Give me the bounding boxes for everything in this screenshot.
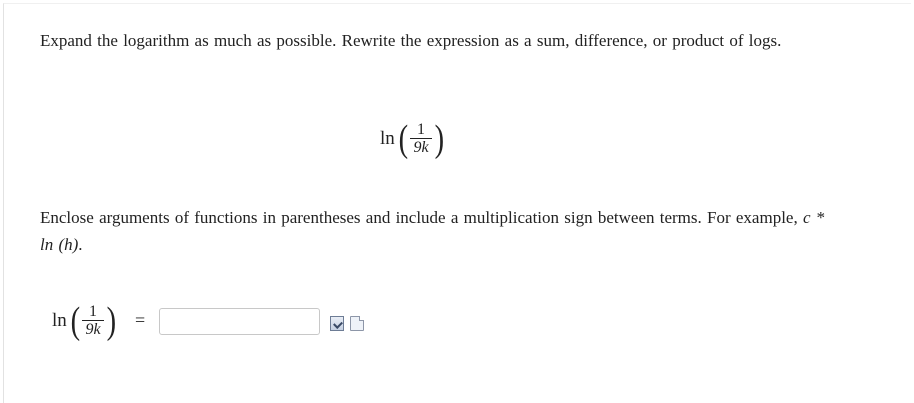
fraction-numerator: 1	[416, 121, 425, 138]
instructions	[40, 204, 830, 258]
preview-icon[interactable]	[330, 316, 344, 331]
answer-input[interactable]	[159, 308, 320, 335]
fraction-denominator: 9k	[413, 139, 429, 156]
instructions-example: c * ln (h)	[40, 208, 825, 254]
answer-fraction-numerator: 1	[88, 303, 97, 320]
equals-sign: =	[135, 310, 146, 330]
instructions-text: Enclose arguments of functions in parentheses and include a multiplication sign between terms. For example,	[40, 208, 803, 227]
answer-right-paren: )	[106, 300, 116, 342]
given-expression	[380, 120, 445, 158]
ln-function: ln	[380, 128, 395, 149]
answer-expression	[52, 302, 117, 340]
fraction	[410, 122, 431, 156]
answer-fraction-denominator: 9k	[85, 321, 101, 338]
question-frame	[3, 3, 911, 403]
answer-fraction	[82, 304, 103, 338]
answer-left-paren: (	[70, 300, 80, 342]
left-paren: (	[398, 118, 408, 160]
instructions-end: .	[78, 235, 83, 254]
answer-ln-function: ln	[52, 310, 67, 331]
document-icon[interactable]	[350, 316, 364, 331]
question-prompt: Expand the logarithm as much as possible. Rewrite the expression as a sum, difference, or product of logs.	[40, 31, 782, 50]
right-paren: )	[434, 118, 444, 160]
